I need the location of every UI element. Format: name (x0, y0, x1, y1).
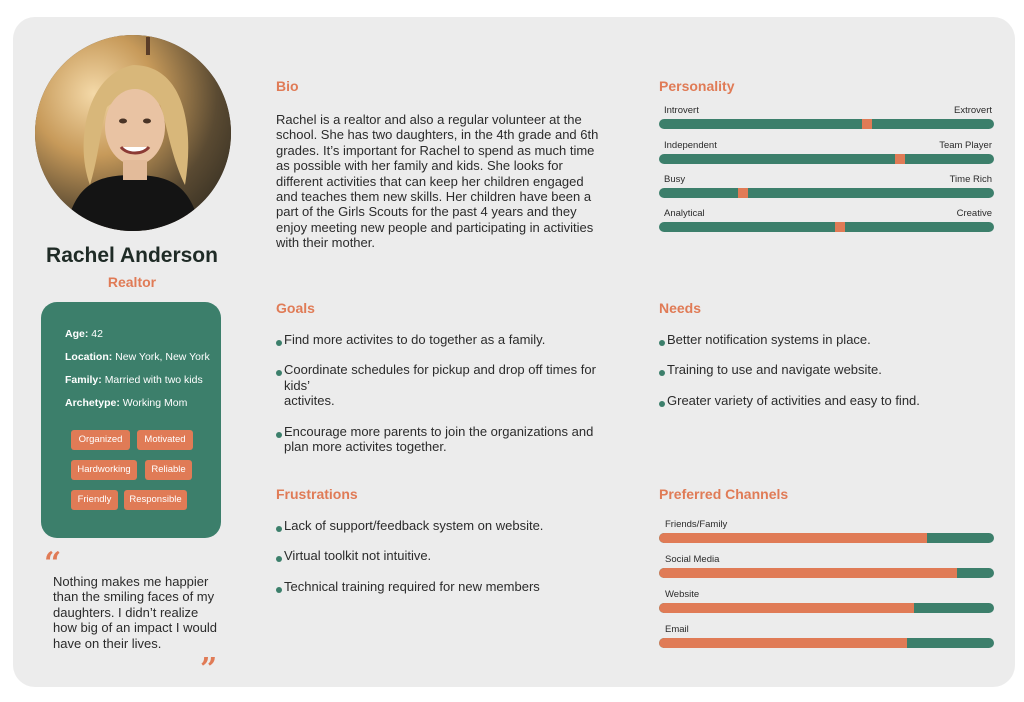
location-label: Location: (65, 351, 113, 363)
channel-label: Website (665, 589, 700, 600)
frustration-text: Virtual toolkit not intuitive. (284, 548, 432, 564)
need-text: Training to use and navigate website. (667, 362, 882, 378)
family-row (65, 374, 221, 397)
slider-left-label: Independent (664, 140, 717, 151)
slider-marker (862, 119, 872, 129)
tag-motivated: Motivated (137, 430, 193, 450)
needs-list (659, 332, 989, 408)
goal-item (276, 424, 596, 455)
tag-organized: Organized (71, 430, 130, 450)
goal-text: Find more activites to do together as a family. (284, 332, 546, 347)
slider-left-label: Introvert (664, 105, 699, 116)
goals-title: Goals (276, 300, 315, 316)
channel-fill (659, 638, 907, 648)
bio-text: Rachel is a realtor and also a regular volunteer at the school. She has two daughters, in the 4th grade and 6th grades. It’s important for Rachel to spend as much time as possible with her family and kids. She looks for different activities that can keep her children engaged and teaches them new skills. Her children have been a part of the Girls Scouts for the past 4 years and they enjoy meeting new people and participating in activities with their mother. (276, 112, 599, 251)
bullet-icon (659, 340, 665, 346)
slider-left-label: Analytical (664, 208, 705, 219)
bullet-icon (276, 432, 282, 438)
needs-title: Needs (659, 300, 702, 316)
frustrations-list (276, 518, 596, 594)
slider-labels (659, 208, 994, 221)
personality-slider (659, 140, 994, 164)
need-item (659, 393, 989, 408)
slider-left-label: Busy (664, 174, 686, 185)
slider-marker (895, 154, 905, 164)
portrait-illustration (35, 35, 231, 231)
slider-right-label: Team Player (939, 140, 992, 151)
need-item (659, 332, 989, 347)
slider-marker (835, 222, 845, 232)
channels-title: Preferred Channels (659, 486, 789, 502)
bullet-icon (659, 401, 665, 407)
slider-track (659, 119, 994, 129)
need-item (659, 362, 989, 377)
archetype-label: Archetype: (65, 397, 120, 409)
personality-slider (659, 208, 994, 232)
family-label: Family: (65, 374, 102, 386)
need-text: Better notification systems in place. (667, 332, 871, 347)
frustration-text: Lack of support/feedback system on website. (284, 518, 544, 533)
channel-row (659, 624, 994, 648)
family-value: Married with two kids (104, 374, 203, 386)
slider-labels (659, 140, 994, 153)
personality-title: Personality (659, 78, 735, 94)
channel-bar (659, 638, 994, 648)
archetype-value: Working Mom (122, 397, 188, 409)
channel-bar (659, 533, 994, 543)
channel-fill (659, 533, 927, 543)
close-quote-icon: ” (200, 652, 218, 687)
slider-labels (659, 105, 994, 118)
profile-photo (35, 35, 231, 231)
persona-name: Rachel Anderson (46, 244, 218, 267)
frustrations-title: Frustrations (276, 486, 358, 502)
photo-pin (146, 37, 150, 55)
channel-label: Friends/Family (665, 519, 728, 530)
bullet-icon (276, 526, 282, 532)
goal-item (276, 362, 596, 408)
frustration-item (276, 548, 596, 563)
channel-fill (659, 603, 914, 613)
channel-bar (659, 603, 994, 613)
goals-list (276, 332, 596, 454)
slider-track (659, 154, 994, 164)
personality-slider (659, 174, 994, 198)
persona-role: Realtor (107, 274, 157, 290)
frustration-text: Technical training required for new members (284, 578, 540, 594)
bullet-icon (659, 370, 665, 376)
goal-text: Coordinate schedules for pickup and drop off times for kids’ activites. (284, 362, 596, 409)
slider-track (659, 188, 994, 198)
frustration-item (276, 579, 596, 594)
channel-row (659, 519, 994, 543)
goal-text: Encourage more parents to join the organizations and plan more activites together. (284, 423, 594, 455)
demographics-panel (41, 302, 221, 538)
tag-responsible: Responsible (124, 490, 187, 510)
bullet-icon (276, 370, 282, 376)
personality-slider (659, 105, 994, 129)
age-row (65, 328, 221, 351)
persona-quote: Nothing makes me happier than the smiling faces of my daughters. I didn’t realize how big of an impact I would have on their lives. (53, 574, 218, 651)
frustration-item (276, 518, 596, 533)
location-value: New York, New York (115, 351, 210, 363)
age-label: Age: (65, 328, 89, 340)
slider-marker (738, 188, 748, 198)
need-text: Greater variety of activities and easy to find. (667, 392, 920, 408)
tag-hardworking: Hardworking (71, 460, 137, 480)
age-value: 42 (91, 328, 103, 340)
bullet-icon (276, 556, 282, 562)
tag-friendly: Friendly (71, 490, 118, 510)
bio-title: Bio (276, 78, 299, 94)
channel-bar (659, 568, 994, 578)
channel-row (659, 589, 994, 613)
slider-right-label: Time Rich (949, 174, 992, 185)
archetype-row (65, 397, 221, 420)
slider-labels (659, 174, 994, 187)
channel-label: Email (665, 624, 689, 635)
bullet-icon (276, 587, 282, 593)
channel-row (659, 554, 994, 578)
goal-item (276, 332, 596, 347)
slider-right-label: Extrovert (953, 105, 992, 116)
slider-track (659, 222, 994, 232)
slider-right-label: Creative (956, 208, 992, 219)
open-quote-icon: “ (44, 546, 62, 581)
bullet-icon (276, 340, 282, 346)
channel-fill (659, 568, 957, 578)
channel-label: Social Media (665, 554, 720, 565)
location-row (65, 351, 221, 374)
tag-reliable: Reliable (145, 460, 192, 480)
